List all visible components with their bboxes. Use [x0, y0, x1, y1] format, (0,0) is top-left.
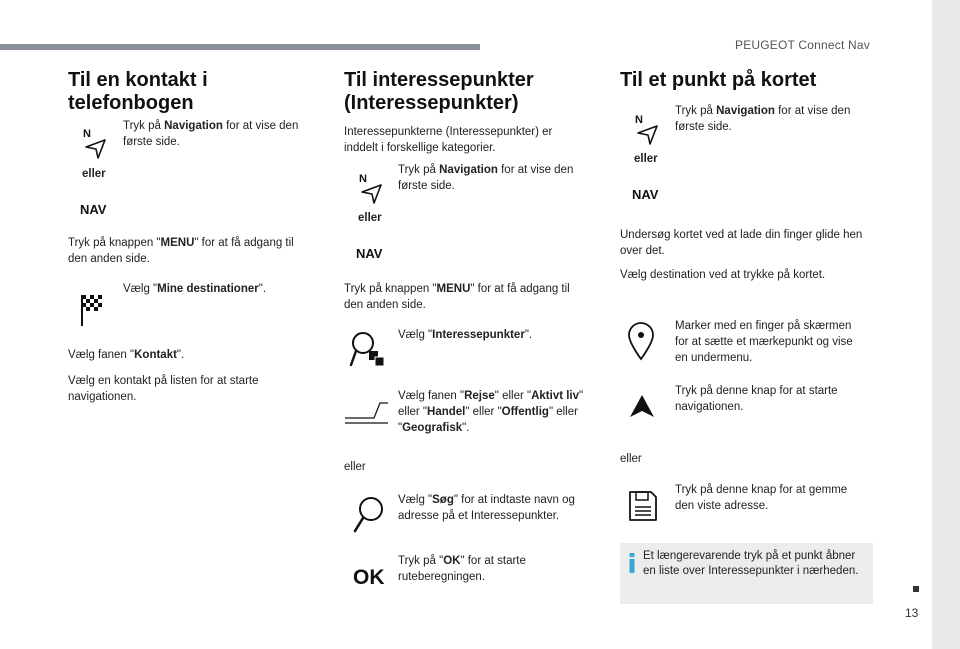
select-contact-text [68, 373, 318, 405]
save-address-icon [628, 490, 658, 522]
or-label: eller [358, 212, 382, 224]
text: ". [258, 283, 267, 295]
text: Vælg " [398, 329, 433, 341]
step-navigation-text [123, 118, 313, 150]
keyword-navigation: Navigation [716, 105, 775, 117]
tab-selector-icon [344, 400, 390, 426]
top-rule [0, 44, 480, 50]
title-line: Til interessepunkter [344, 69, 534, 91]
ok-instruction [398, 553, 598, 585]
text: Vælg " [398, 494, 433, 506]
keyword-navigation: Navigation [439, 164, 498, 176]
text: første side. [675, 121, 732, 133]
keyword-menu: MENU [436, 283, 471, 295]
poi-intro [344, 124, 584, 156]
explore-map-text [620, 227, 880, 259]
text: Interessepunkterne (Interessepunkter) er [344, 126, 553, 138]
text: for at vise den [774, 105, 851, 117]
text: Vælg en kontakt på listen for at starte [68, 375, 259, 387]
keyword-aktivt-liv: Aktivt liv [531, 390, 580, 402]
or-label: eller [344, 461, 366, 473]
start-navigation-text [675, 383, 875, 415]
text: for at vise den [222, 120, 299, 132]
info-icon [628, 553, 636, 573]
keyword-offentlig: Offentlig [501, 406, 549, 418]
text: Tryk på [123, 120, 161, 132]
text: " [579, 390, 584, 402]
search-icon [350, 495, 386, 535]
or-label: eller [634, 153, 658, 165]
section-title-contact [68, 69, 208, 115]
text: Undersøg kortet ved at lade din finger glide hen [620, 229, 863, 241]
text: adresse på et Interessepunkter. [398, 510, 560, 522]
title-line: telefonbogen [68, 92, 194, 114]
text: for at vise den [497, 164, 574, 176]
text: ". [176, 349, 185, 361]
text: " [398, 422, 403, 434]
svg-text:N: N [83, 128, 91, 140]
select-destinations-text [123, 281, 266, 297]
text: Tryk på knappen " [344, 283, 437, 295]
menu-instruction [68, 235, 318, 267]
text: Vælg " [123, 283, 158, 295]
text: ". [524, 329, 533, 341]
navigation-arrow-icon [80, 125, 110, 161]
map-pin-icon [626, 321, 656, 361]
step-navigation-text [675, 103, 865, 135]
text: " for at starte [460, 555, 526, 567]
text: Tryk på denne knap for at gemme [675, 484, 848, 496]
or-label: eller [82, 168, 106, 180]
title-line: (Interessepunkter) [344, 92, 519, 114]
title-line: Til en kontakt i [68, 69, 208, 91]
page-marker [913, 586, 919, 592]
text: " for at indtaste navn og [453, 494, 575, 506]
navigation-arrow-icon [356, 170, 386, 206]
text: Marker med en finger på skærmen [675, 320, 852, 332]
keyword-rejse: Rejse [464, 390, 495, 402]
text: Tryk på [675, 105, 713, 117]
text: navigationen. [68, 391, 137, 403]
menu-instruction [344, 281, 594, 313]
text: " eller " [465, 406, 502, 418]
keyword-handel: Handel [427, 406, 466, 418]
search-instruction [398, 492, 598, 524]
ok-button-icon: OK [353, 566, 385, 589]
text: den anden side. [344, 299, 426, 311]
svg-text:N: N [635, 114, 643, 126]
nav-button-icon: NAV [356, 246, 383, 261]
text: ruteberegningen. [398, 571, 485, 583]
keyword-kontakt: Kontakt [134, 349, 177, 361]
text: navigationen. [675, 401, 744, 413]
text: den anden side. [68, 253, 150, 265]
text: Vælg fanen " [68, 349, 135, 361]
section-title-poi [344, 69, 534, 115]
text: en undermenu. [675, 352, 753, 364]
text: " eller " [494, 390, 532, 402]
select-category-tab-text [398, 388, 598, 436]
navigation-start-arrow-icon [628, 393, 656, 419]
keyword-sog: Søg [432, 494, 454, 506]
select-destination-text: Vælg destination ved at trykke på kortet. [620, 269, 826, 281]
text: den viste adresse. [675, 500, 769, 512]
checkered-flag-icon [80, 293, 104, 327]
select-poi-text [398, 327, 532, 343]
text: Tryk på [398, 164, 436, 176]
keyword-navigation: Navigation [164, 120, 223, 132]
text: over det. [620, 245, 665, 257]
section-title-map-point: Til et punkt på kortet [620, 69, 817, 91]
poi-search-icon [348, 330, 386, 370]
navigation-arrow-icon [632, 111, 662, 147]
text: " for at få adgang til [470, 283, 570, 295]
text: Tryk på knappen " [68, 237, 161, 249]
text: " eller [548, 406, 578, 418]
text: første side. [123, 136, 180, 148]
keyword-interessepunkter: Interessepunkter [432, 329, 525, 341]
step-navigation-text [398, 162, 588, 194]
running-header: PEUGEOT Connect Nav [735, 38, 870, 52]
page-side-strip [932, 0, 960, 649]
keyword-geografisk: Geografisk [402, 422, 463, 434]
page-number: 13 [905, 606, 919, 620]
text: " for at få adgang til [194, 237, 294, 249]
text: Tryk på denne knap for at starte [675, 385, 838, 397]
text: første side. [398, 180, 455, 192]
text: Vælg fanen " [398, 390, 465, 402]
svg-text:N: N [359, 173, 367, 185]
text: for at sætte et mærkepunkt og vise [675, 336, 853, 348]
info-note-text [643, 549, 871, 579]
keyword-menu: MENU [160, 237, 195, 249]
text: Et længerevarende tryk på et punkt åbner [643, 550, 856, 562]
text: ". [462, 422, 470, 434]
marker-instruction [675, 318, 875, 366]
save-address-text [675, 482, 875, 514]
or-label: eller [620, 453, 642, 465]
text: Tryk på " [398, 555, 444, 567]
nav-button-icon: NAV [632, 187, 659, 202]
text: inddelt i forskellige kategorier. [344, 142, 496, 154]
text: en liste over Interessepunkter i nærheden. [643, 565, 859, 577]
select-contact-tab-text [68, 347, 184, 363]
keyword-ok: OK [443, 555, 461, 567]
nav-button-icon: NAV [80, 202, 107, 217]
text: eller " [398, 406, 428, 418]
keyword-mine-destinationer: Mine destinationer [157, 283, 259, 295]
